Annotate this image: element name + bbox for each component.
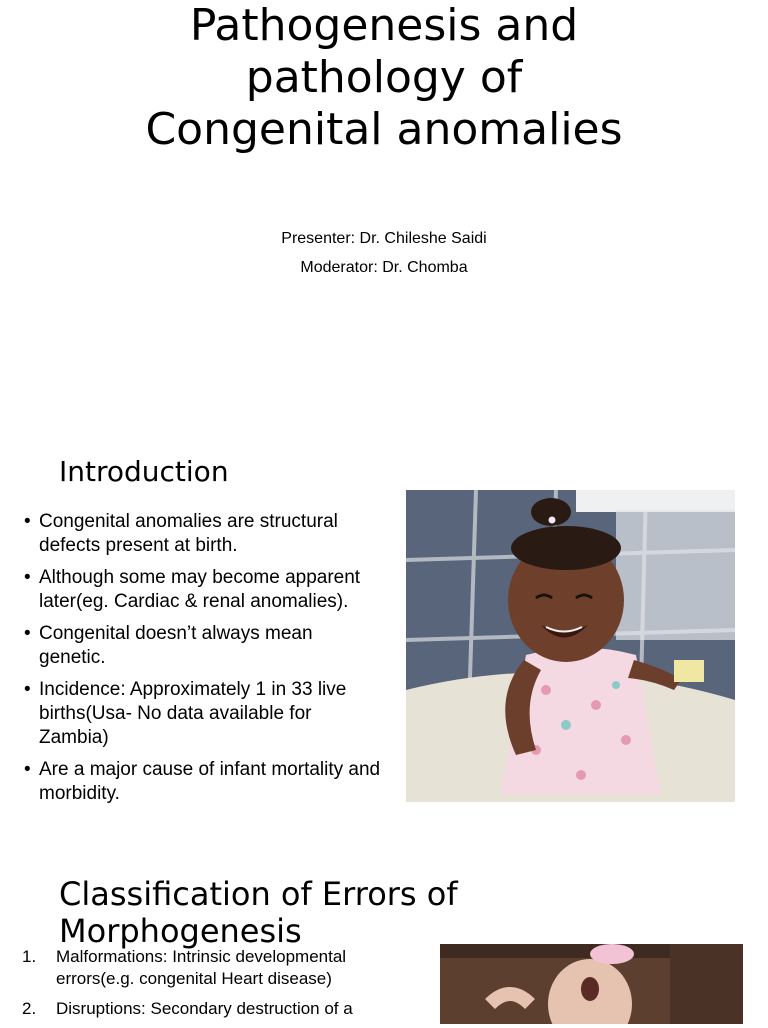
moderator-line: Moderator: Dr. Chomba [300,259,468,276]
title-slide [0,0,768,420]
bullet-item: • Congenital anomalies are structural defects present at birth. [24,510,384,558]
numbered-list [22,946,402,1028]
presentation-title [0,0,768,156]
title-line: pathology of [245,52,523,103]
slide-title: Classification of Errors of Morphogenesis [59,875,458,950]
classification-slide [0,860,768,1024]
child-photo [406,490,735,802]
list-number: 1. [22,947,37,966]
title-line: Congenital anomalies [145,104,623,155]
list-item [22,946,402,990]
title-line: Pathogenesis and [189,0,579,51]
bullet-item: • Congenital doesn’t always mean genetic. [24,622,384,670]
list-text: Disruptions: Secondary destruction of a [56,999,353,1018]
newborn-photo-illustration [440,944,743,1024]
introduction-slide [0,420,768,860]
bullet-item: • Although some may become apparent later(eg. Cardiac & renal anomalies). [24,566,384,614]
presenter-line: Presenter: Dr. Chileshe Saidi [281,230,487,247]
list-number: 2. [22,999,37,1018]
bullet-item: • Are a major cause of infant mortality and morbidity. [24,758,384,806]
list-item [22,998,402,1020]
bullet-list [24,510,384,814]
child-photo-illustration [406,490,735,802]
slide-title: Introduction [59,455,229,488]
newborn-photo [440,944,743,1024]
list-text: Malformations: Intrinsic developmental errors(e.g. congenital Heart disease) [56,947,347,988]
bullet-item: • Incidence: Approximately 1 in 33 live births(Usa- No data available for Zambia) [24,678,384,750]
